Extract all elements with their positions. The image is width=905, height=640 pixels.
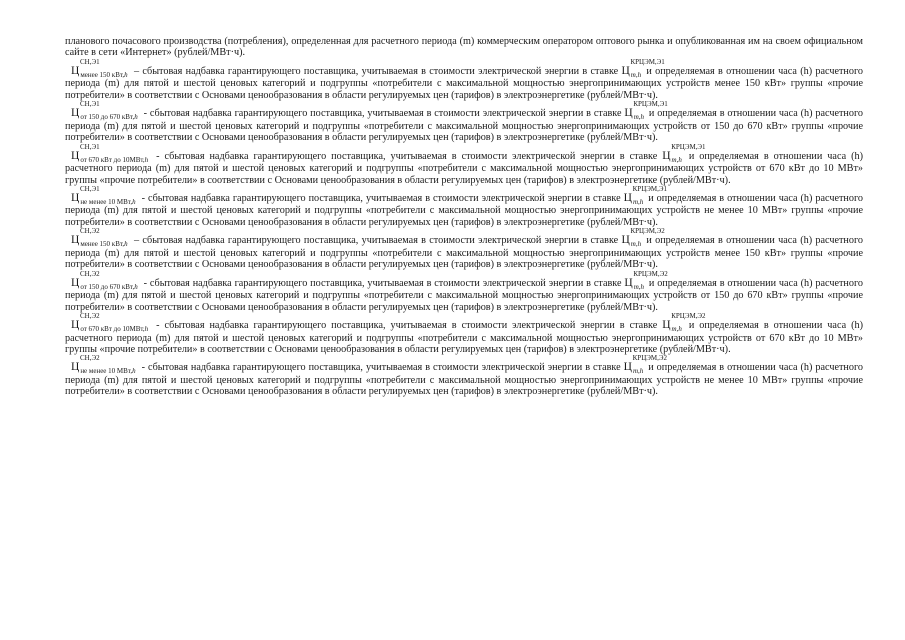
rate-symbol-subscript: m,h: [630, 70, 642, 79]
definition-text: сбытовая надбавка гарантирующего поставщика, учитываемая в стоимости электрической энергии в ставке: [149, 277, 625, 289]
term-symbol-subscript-text: от 670 кВт до 10МВт,: [80, 325, 145, 334]
rate-symbol-superscript: КРЦЭМ,Э2: [633, 269, 668, 278]
term-symbol-superscript: СН,Э1: [80, 142, 100, 151]
term-symbol-subscript-text: не менее 10 МВт,: [80, 197, 133, 206]
term-symbol-superscript: СН,Э1: [80, 57, 100, 66]
document-page: [65, 36, 863, 398]
term-symbol-base: Ц: [71, 361, 80, 374]
term-symbol-subscript-text: менее 150 кВт,: [80, 70, 125, 79]
term-symbol-superscript: СН,Э2: [80, 269, 100, 278]
term-symbol-subscript-text: менее 150 кВт,: [80, 240, 125, 249]
term-symbol-subscript: [80, 71, 127, 79]
term-symbol-base: Ц: [71, 191, 80, 204]
rate-symbol: [662, 142, 706, 164]
definition-text: сбытовая надбавка гарантирующего поставщика, учитываемая в стоимости электрической энергии в ставке: [164, 320, 663, 332]
term-symbol-subscript-text: от 670 кВт до 10МВт,: [80, 155, 145, 164]
definition-text-continued: и определяемая в отношении часа (h) расчетного периода (m) для пятой и шестой ценовых категорий и подгруппы «потребители с максимальной мощностью энергопринимающих устройств не менее 10 МВт» группы «прочие потребители» в соответствии с Основами ценообразования в области регулируемых цен (тарифов) в электроэнергетике (рублей/МВт·ч).: [65, 192, 863, 228]
term-symbol-superscript: СН,Э2: [80, 312, 100, 321]
rate-symbol-base: Ц: [623, 361, 632, 374]
definition-text-continued: и определяемая в отношении часа (h) расчетного периода (m) для пятой и шестой ценовых категорий и подгруппы «потребители с максимальной мощностью энергопринимающих устройств от 150 до 670 кВт» группы «прочие потребители» в соответствии с Основами ценообразования в области регулируемых цен (тарифов) в электроэнергетике (рублей/МВт·ч).: [65, 277, 863, 313]
term-symbol-subscript-text: от 150 до 670 кВт,: [80, 113, 135, 122]
term-symbol-subscript: [80, 283, 137, 291]
definitions-list: [65, 59, 863, 398]
rate-symbol-subscript: m,h: [632, 367, 644, 376]
definition-text: сбытовая надбавка гарантирующего поставщика, учитываемая в стоимости электрической энергии в ставке: [142, 65, 622, 77]
term-symbol-subscript: [80, 325, 148, 333]
rate-symbol-superscript: КРЦЭМ,Э1: [630, 57, 665, 66]
definition-paragraph: [65, 186, 863, 228]
definition-text-continued: и определяемая в отношении часа (h) расчетного периода (m) для пятой и шестой ценовых категорий и подгруппы «потребители с максимальной мощностью энергопринимающих устройств от 150 до 670 кВт» группы «прочие потребители» в соответствии с Основами ценообразования в области регулируемых цен (тарифов) в электроэнергетике (рублей/МВт·ч).: [65, 108, 863, 144]
rate-symbol-superscript: КРЦЭМ,Э1: [632, 184, 667, 193]
rate-symbol-superscript: КРЦЭМ,Э1: [671, 142, 706, 151]
term-symbol-subscript-hour: h: [124, 70, 128, 79]
rate-symbol-superscript: КРЦЭМ,Э2: [632, 354, 667, 363]
term-dash: –: [130, 235, 143, 247]
term-symbol: [71, 269, 138, 291]
definition-text: сбытовая надбавка гарантирующего поставщика, учитываемая в стоимости электрической энергии в ставке: [142, 235, 622, 247]
term-dash: -: [140, 277, 150, 289]
rate-symbol: [623, 184, 667, 206]
term-symbol-subscript: [80, 156, 148, 164]
definition-text: сбытовая надбавка гарантирующего поставщика, учитываемая в стоимости электрической энергии в ставке: [147, 192, 624, 204]
term-symbol-base: Ц: [71, 149, 80, 162]
definition-text: сбытовая надбавка гарантирующего поставщика, учитываемая в стоимости электрической энергии в ставке: [147, 362, 624, 374]
rate-symbol-base: Ц: [624, 276, 633, 289]
rate-symbol: [624, 269, 668, 291]
rate-symbol: [623, 354, 667, 376]
term-symbol-base: Ц: [71, 319, 80, 332]
definition-paragraph: [65, 101, 863, 143]
term-symbol: [71, 227, 128, 249]
rate-symbol-base: Ц: [621, 234, 630, 247]
definition-paragraph: [65, 271, 863, 313]
term-symbol: [71, 57, 128, 79]
term-symbol-subscript: [80, 367, 135, 375]
term-symbol-base: Ц: [71, 107, 80, 120]
term-symbol-subscript: [80, 113, 137, 121]
term-symbol-subscript: [80, 198, 135, 206]
rate-symbol-subscript: m,h: [671, 155, 682, 164]
term-dash: -: [151, 150, 165, 162]
definition-paragraph: [65, 313, 863, 355]
definition-paragraph: [65, 355, 863, 397]
term-symbol-base: Ц: [71, 234, 80, 247]
term-dash: –: [130, 65, 143, 77]
term-symbol: [71, 184, 136, 206]
definition-paragraph: [65, 228, 863, 270]
definition-text: сбытовая надбавка гарантирующего поставщика, учитываемая в стоимости электрической энергии в ставке: [164, 150, 663, 162]
term-dash: -: [138, 192, 148, 204]
term-dash: -: [138, 362, 148, 374]
rate-symbol-subscript: m,h: [632, 197, 644, 206]
term-symbol-subscript-text: не менее 10 МВт,: [80, 367, 133, 376]
rate-symbol-base: Ц: [623, 191, 632, 204]
term-symbol-subscript-hour: h: [144, 325, 149, 334]
term-symbol: [71, 100, 138, 122]
term-symbol-superscript: СН,Э1: [80, 100, 100, 109]
term-symbol-superscript: СН,Э1: [80, 184, 100, 193]
rate-symbol: [621, 57, 665, 79]
term-dash: -: [140, 108, 150, 120]
definition-paragraph: [65, 144, 863, 186]
rate-symbol: [621, 227, 665, 249]
rate-symbol-subscript: m,h: [633, 282, 644, 291]
rate-symbol-base: Ц: [624, 107, 633, 120]
term-symbol-superscript: СН,Э2: [80, 227, 100, 236]
term-symbol-base: Ц: [71, 64, 80, 77]
term-dash: -: [151, 320, 165, 332]
definition-text-continued: и определяемая в отношении часа (h) расчетного периода (m) для пятой и шестой ценовых категорий и подгруппы «потребители с максимальной мощностью энергопринимающих устройств менее 150 кВт» группы «прочие потребители» в соответствии с Основами ценообразования в области регулируемых цен (тарифов) в электроэнергетике (рублей/МВт·ч).: [65, 65, 863, 101]
definition-text: сбытовая надбавка гарантирующего поставщика, учитываемая в стоимости электрической энергии в ставке: [149, 108, 625, 120]
term-symbol-subscript-hour: h: [132, 197, 136, 206]
term-symbol-subscript-hour: h: [144, 155, 149, 164]
rate-symbol-superscript: КРЦЭМ,Э1: [633, 100, 668, 109]
term-symbol-subscript-hour: h: [132, 367, 136, 376]
rate-symbol: [624, 100, 668, 122]
term-symbol-subscript-hour: h: [124, 240, 128, 249]
rate-symbol-base: Ц: [662, 149, 671, 162]
rate-symbol-base: Ц: [621, 64, 630, 77]
rate-symbol-superscript: КРЦЭМ,Э2: [630, 227, 665, 236]
rate-symbol-subscript: m,h: [630, 240, 642, 249]
rate-symbol-subscript: m,h: [671, 325, 682, 334]
term-symbol-subscript-hour: h: [134, 113, 138, 122]
intro-paragraph: планового почасового производства (потребления), определенная для расчетного периода (m) коммерческим оператором оптового рынка и опубликованная им на своем официальном сайте в сети «Интернет» (рублей/МВт·ч).: [65, 36, 863, 59]
term-symbol-superscript: СН,Э2: [80, 354, 100, 363]
rate-symbol-base: Ц: [662, 319, 671, 332]
definition-text-continued: и определяемая в отношении часа (h) расчетного периода (m) для пятой и шестой ценовых категорий и подгруппы «потребители с максимальной мощностью энергопринимающих устройств от 670 кВт до 10 МВт» группы «прочие потребители» в соответствии с Основами ценообразования в области регулируемых цен (тарифов) в электроэнергетике (рублей/МВт·ч).: [65, 150, 863, 186]
rate-symbol-superscript: КРЦЭМ,Э2: [671, 312, 706, 321]
term-symbol-subscript-text: от 150 до 670 кВт,: [80, 282, 135, 291]
rate-symbol: [662, 312, 706, 334]
term-symbol-subscript: [80, 240, 127, 248]
term-symbol: [71, 312, 149, 334]
term-symbol-base: Ц: [71, 276, 80, 289]
definition-text-continued: и определяемая в отношении часа (h) расчетного периода (m) для пятой и шестой ценовых категорий и подгруппы «потребители с максимальной мощностью энергопринимающих устройств не менее 10 МВт» группы «прочие потребители» в соответствии с Основами ценообразования в области регулируемых цен (тарифов) в электроэнергетике (рублей/МВт·ч).: [65, 362, 863, 398]
term-symbol-subscript-hour: h: [134, 282, 138, 291]
definition-paragraph: [65, 59, 863, 101]
definition-text-continued: и определяемая в отношении часа (h) расчетного периода (m) для пятой и шестой ценовых категорий и подгруппы «потребители с максимальной мощностью энергопринимающих устройств менее 150 кВт» группы «прочие потребители» в соответствии с Основами ценообразования в области регулируемых цен (тарифов) в электроэнергетике (рублей/МВт·ч).: [65, 235, 863, 271]
term-symbol: [71, 354, 136, 376]
definition-text-continued: и определяемая в отношении часа (h) расчетного периода (m) для пятой и шестой ценовых категорий и подгруппы «потребители с максимальной мощностью энергопринимающих устройств от 670 кВт до 10 МВт» группы «прочие потребители» в соответствии с Основами ценообразования в области регулируемых цен (тарифов) в электроэнергетике (рублей/МВт·ч).: [65, 320, 863, 355]
rate-symbol-subscript: m,h: [633, 113, 644, 122]
term-symbol: [71, 142, 149, 164]
